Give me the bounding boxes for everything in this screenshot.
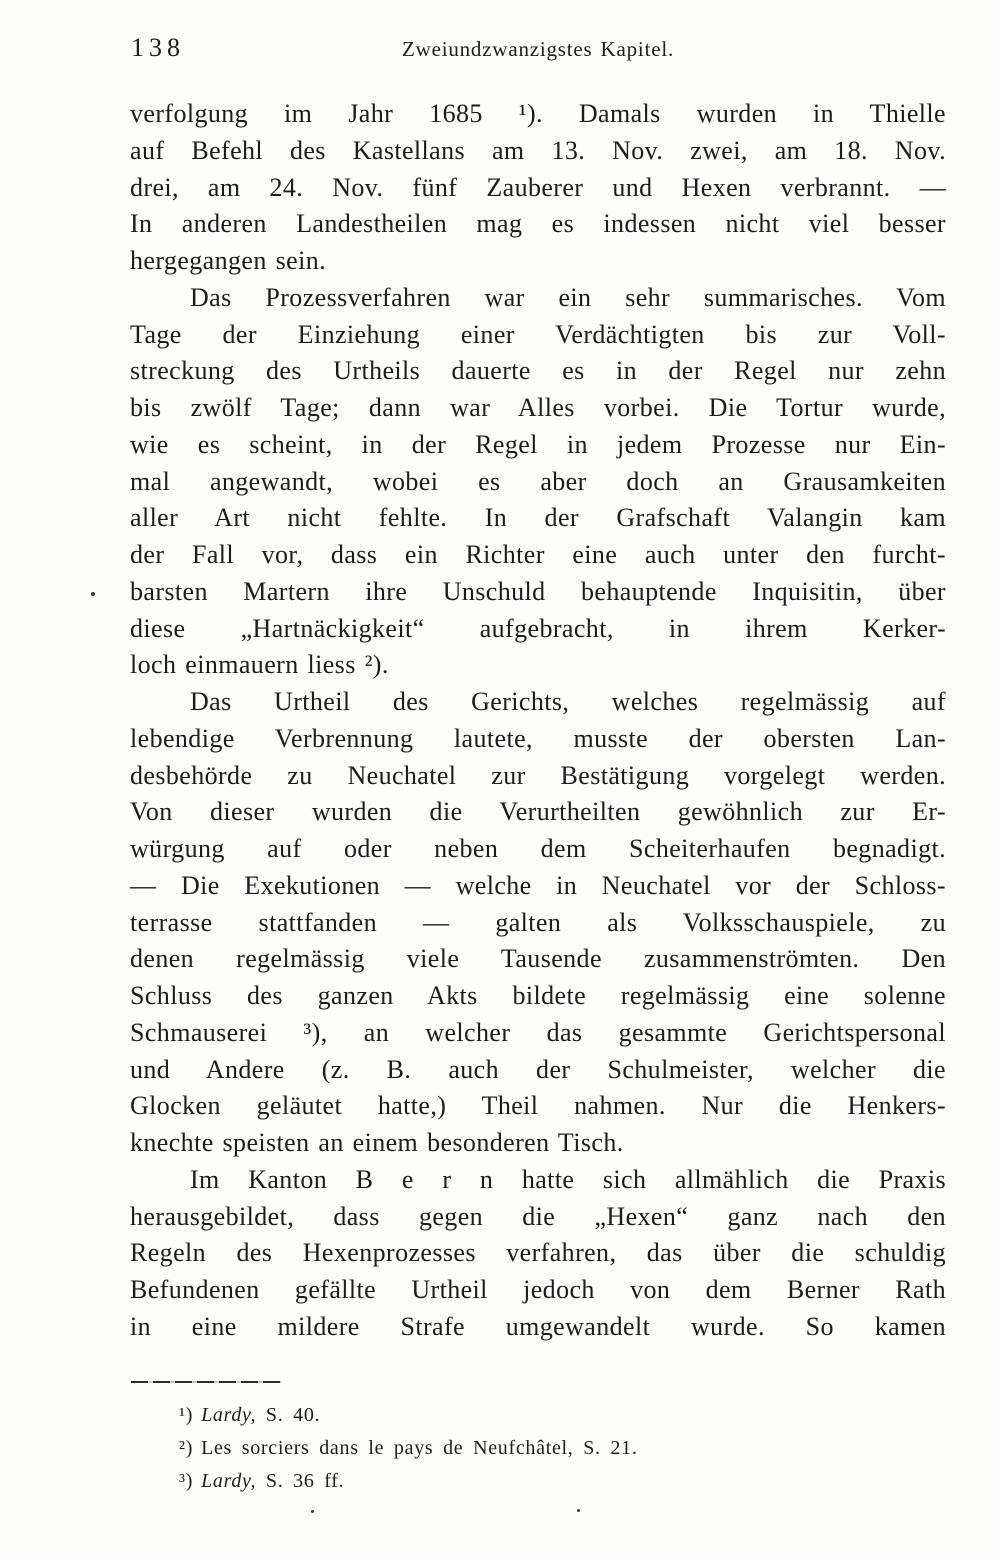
text-line: Im Kanton B e r n hatte sich allmählich die Praxis <box>190 1164 946 1194</box>
text-line: Von dieser wurden die Verurtheilten gewöhnlich zur Er- <box>130 797 946 827</box>
text-line: streckung des Urtheils dauerte es in der Regel nur zehn <box>130 356 946 386</box>
text-line: bis zwölf Tage; dann war Alles vorbei. Die Tortur wurde, <box>130 393 946 422</box>
scan-speck <box>91 592 95 596</box>
text-line: aller Art nicht fehlte. In der Grafschaft Valangin kam <box>130 503 946 533</box>
footnote-separator-rule <box>131 1381 281 1383</box>
text-line: lebendige Verbrennung lautete, musste der obersten Lan- <box>130 723 946 753</box>
footnote-1 <box>179 1399 879 1432</box>
footnote-text: S. 36 ff. <box>265 1470 345 1492</box>
text-line: mal angewandt, wobei es aber doch an Grausamkeiten <box>130 466 946 496</box>
text-line: der Fall vor, dass ein Richter eine auch unter den furcht- <box>130 540 946 569</box>
footnote-marker: ²) <box>179 1437 194 1459</box>
running-title: Zweiundzwanzigstes Kapitel. <box>401 37 675 61</box>
text-line: barsten Martern ihre Unschuld behauptende Inquisitin, über <box>130 576 946 606</box>
scan-speck <box>311 1510 314 1513</box>
text-line: Das Prozessverfahren war ein sehr summarisches. Vom <box>190 282 946 312</box>
text-line: Befundenen gefällte Urtheil jedoch von dem Berner Rath <box>130 1275 946 1304</box>
footnote-source: Lardy, <box>201 1404 257 1426</box>
page-number: 138 <box>131 33 185 62</box>
text-line: loch einmauern liess ²). <box>130 650 389 680</box>
footnote-marker: ³) <box>179 1470 194 1492</box>
text-line: wie es scheint, in der Regel in jedem Prozesse nur Ein- <box>130 429 946 459</box>
text-line: denen regelmässig viele Tausende zusammenströmten. Den <box>130 944 946 974</box>
text-line: verfolgung im Jahr 1685 ¹). Damals wurden in Thielle <box>130 99 946 128</box>
text-line: Schluss des ganzen Akts bildete regelmässig eine solenne <box>130 981 946 1010</box>
text-line: auf Befehl des Kastellans am 13. Nov. zwei, am 18. Nov. <box>130 135 946 165</box>
text-line: herausgebildet, dass gegen die „Hexen“ ganz nach den <box>130 1201 946 1231</box>
text-line: terrasse stattfanden — galten als Volksschauspiele, zu <box>130 907 946 937</box>
text-line: In anderen Landestheilen mag es indessen nicht viel besser <box>130 209 946 239</box>
text-line: drei, am 24. Nov. fünf Zauberer und Hexen verbrannt. — <box>130 172 946 202</box>
text-line: in eine mildere Strafe umgewandelt wurde. So kamen <box>130 1311 946 1341</box>
text-line: diese „Hartnäckigkeit“ aufgebracht, in ihrem Kerker- <box>130 613 946 643</box>
body-text <box>130 96 946 1346</box>
text-line: hergegangen sein. <box>130 246 327 275</box>
text-line: knechte speisten an einem besonderen Tisch. <box>130 1128 624 1157</box>
scan-speck <box>577 1509 580 1512</box>
footnote-source: Lardy, <box>201 1470 257 1492</box>
footnote-text: Les sorciers dans le pays de Neufchâtel, S. 21. <box>201 1437 638 1459</box>
text-line: Regeln des Hexenprozesses verfahren, das über die schuldig <box>130 1238 946 1268</box>
text-line: desbehörde zu Neuchatel zur Bestätigung vorgelegt werden. <box>130 760 946 790</box>
footnote-2 <box>179 1432 879 1465</box>
footnote-3 <box>179 1465 879 1498</box>
text-line: Das Urtheil des Gerichts, welches regelmässig auf <box>190 687 946 716</box>
text-line: — Die Exekutionen — welche in Neuchatel vor der Schloss- <box>130 870 946 900</box>
text-line: Glocken geläutet hatte,) Theil nahmen. Nur die Henkers- <box>130 1091 946 1121</box>
footnote-marker: ¹) <box>179 1404 194 1426</box>
text-line: und Andere (z. B. auch der Schulmeister, welcher die <box>130 1054 946 1084</box>
text-line: würgung auf oder neben dem Scheiterhaufen begnadigt. <box>130 834 946 863</box>
footnotes <box>179 1399 879 1498</box>
text-line: Schmauserei ³), an welcher das gesammte Gerichtspersonal <box>130 1017 946 1047</box>
text-line: Tage der Einziehung einer Verdächtigten bis zur Voll- <box>130 319 946 349</box>
footnote-text: S. 40. <box>265 1404 321 1426</box>
